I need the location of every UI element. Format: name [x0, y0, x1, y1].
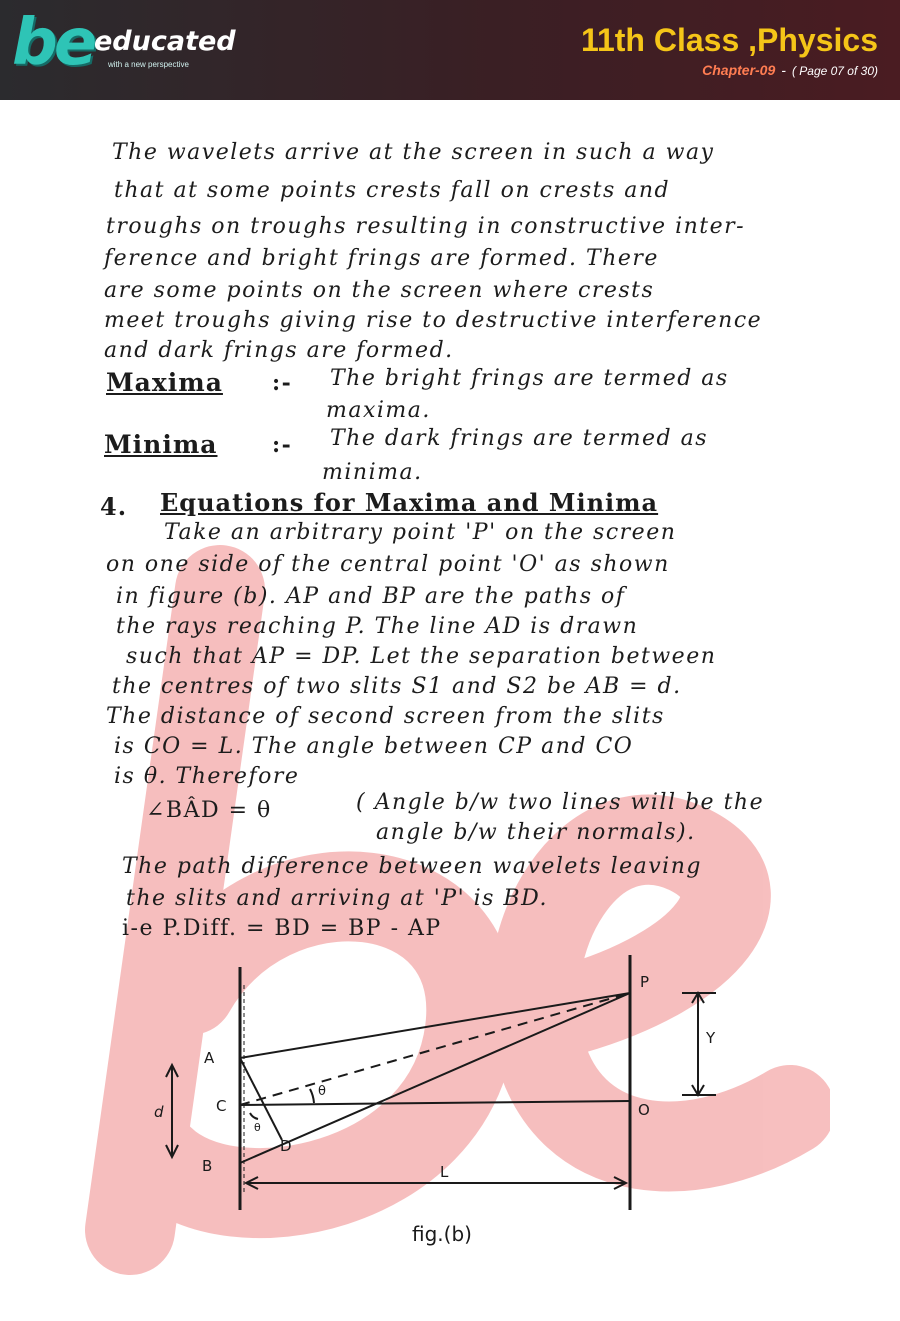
label-P: P	[640, 973, 650, 991]
maxima-separator: :-	[272, 370, 293, 396]
label-Y: Y	[706, 1029, 716, 1047]
section-title: Equations for Maxima and Minima	[160, 488, 659, 517]
label-theta-small: θ	[254, 1121, 261, 1134]
interference-diagram	[150, 955, 750, 1255]
minima-definition: The dark frings are termed as	[330, 426, 709, 451]
label-B: B	[202, 1157, 213, 1175]
logo-mark: be	[12, 6, 94, 80]
label-C: C	[216, 1097, 227, 1115]
page-indicator: ( Page 07 of 30)	[791, 64, 878, 78]
text-line: the rays reaching P. The line AD is drawn	[116, 614, 639, 639]
text-line: the slits and arriving at 'P' is BD.	[126, 886, 548, 911]
chapter-line	[702, 62, 878, 78]
beeducated-logo[interactable]	[12, 6, 236, 94]
text-line: in figure (b). AP and BP are the paths of	[116, 584, 626, 609]
text-line: ference and bright frings are formed. There	[104, 246, 659, 271]
text-line: are some points on the screen where crests	[104, 278, 655, 303]
text-line: troughs on troughs resulting in constructive inter-	[106, 214, 746, 239]
label-D: D	[280, 1137, 292, 1155]
minima-term: Minima	[104, 430, 218, 459]
label-L: L	[440, 1163, 449, 1181]
path-difference-equation: i-e P.Diff. = BD = BP - AP	[122, 916, 442, 941]
text-line: The wavelets arrive at the screen in such a way	[112, 140, 715, 165]
class-title: 11th Class ,Physics	[580, 22, 878, 58]
label-O: O	[638, 1101, 650, 1119]
text-line: The path difference between wavelets leaving	[122, 854, 702, 879]
maxima-term: Maxima	[106, 368, 223, 397]
section-number: 4.	[100, 492, 128, 521]
text-line: Take an arbitrary point 'P' on the screen	[164, 520, 677, 545]
text-line: is CO = L. The angle between CP and CO	[114, 734, 634, 759]
page-header	[0, 0, 900, 100]
text-line: the centres of two slits S1 and S2 be AB = d.	[112, 674, 682, 699]
angle-equation: ∠BÂD = θ	[146, 798, 272, 823]
logo-wordmark: educated	[94, 26, 236, 57]
text-line: that at some points crests fall on crests and	[114, 178, 671, 203]
angle-note: angle b/w their normals).	[376, 820, 696, 845]
maxima-definition: The bright frings are termed as	[330, 366, 729, 391]
separator: -	[781, 62, 786, 78]
logo-tagline: with a new perspective	[108, 60, 189, 69]
minima-definition: minima.	[322, 460, 423, 485]
label-theta: θ	[318, 1084, 326, 1099]
label-A: A	[204, 1049, 215, 1067]
chapter-label: Chapter-09	[702, 62, 776, 78]
text-line: and dark frings are formed.	[104, 338, 454, 363]
text-line: on one side of the central point 'O' as shown	[106, 552, 670, 577]
text-line: is θ. Therefore	[114, 764, 300, 789]
minima-separator: :-	[272, 432, 293, 458]
angle-note: ( Angle b/w two lines will be the	[356, 790, 765, 815]
label-d: d	[154, 1103, 164, 1121]
text-line: such that AP = DP. Let the separation between	[126, 644, 717, 669]
maxima-definition: maxima.	[326, 398, 431, 423]
figure-caption: fig.(b)	[412, 1222, 472, 1246]
text-line: The distance of second screen from the slits	[106, 704, 665, 729]
text-line: meet troughs giving rise to destructive interference	[104, 308, 763, 333]
